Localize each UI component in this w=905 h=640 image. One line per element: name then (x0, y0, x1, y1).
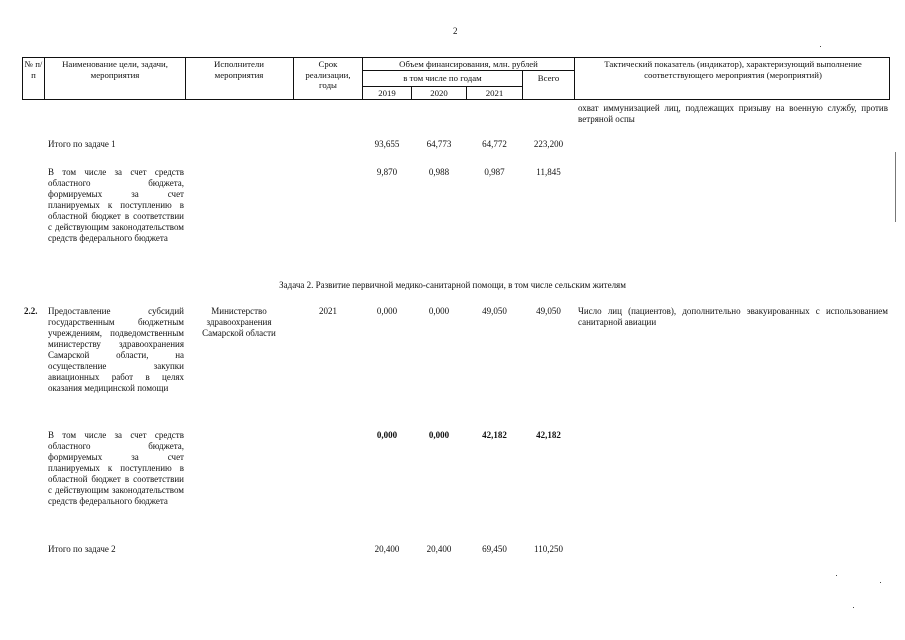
value-2021: 0,987 (484, 167, 505, 177)
value-total: 11,845 (536, 167, 561, 177)
task-2-title: Задача 2. Развитие первичной медико-санитарной помощи, в том числе сельским жителям (279, 280, 626, 290)
header-num: № п/п (24, 59, 43, 80)
value-2020: 64,773 (426, 139, 452, 149)
value-2020: 0,000 (428, 306, 450, 316)
value-2021: 69,450 (482, 544, 507, 554)
header-executor: Исполнители мероприятия (214, 59, 264, 80)
header-year-2020: 2020 (430, 88, 448, 98)
value-2019: 9,870 (376, 167, 398, 177)
value-total: 110,250 (534, 544, 563, 554)
row-label: В том числе за счет средств областного бюджета, формируемых за счет планируемых к поступлению в областной бюджет в соответствии с действующим законодательством средств федерального бюджета (48, 430, 184, 506)
value-total: 223,200 (533, 139, 564, 149)
value-2021: 42,182 (482, 430, 507, 440)
page-number: 2 (453, 26, 458, 36)
value-2021: 49,050 (482, 306, 507, 316)
header-financing: Объем финансирования, млн. рублей (399, 59, 538, 69)
indicator-continuation: охват иммунизацией лиц, подлежащих призыву на военную службу, против ветряной оспы (578, 103, 888, 124)
row-label: Итого по задаче 1 (48, 139, 116, 149)
value-2020: 20,400 (426, 544, 452, 554)
header-term: Срок реализации, годы (305, 59, 351, 90)
indicator: Число лиц (пациентов), дополнительно эвакуированных с использованием санитарной авиации (578, 306, 888, 327)
value-2019: 0,000 (376, 430, 398, 440)
header-total: Всего (537, 73, 560, 83)
value-total: 49,050 (536, 306, 561, 316)
value-2019: 93,655 (374, 139, 400, 149)
value-2019: 20,400 (374, 544, 400, 554)
value-2020: 0,988 (428, 167, 450, 177)
header-year-2021: 2021 (485, 88, 504, 98)
row-label: Итого по задаче 2 (48, 544, 116, 554)
header-by-year: в том числе по годам (403, 73, 482, 83)
row-label: Предоставление субсидий государственным бюджетным учреждениям, подведомственным министерству здравоохранения Самарской области, на осуществление закупки авиационных работ в целях оказания медицинской помощи (48, 306, 184, 393)
term: 2021 (319, 306, 337, 316)
item-number: 2.2. (24, 306, 38, 316)
executor: Министерство здравоохранения Самарской области (202, 306, 276, 338)
value-total: 42,182 (536, 430, 561, 440)
row-label: В том числе за счет средств областного бюджета, формируемых за счет планируемых к поступлению в областной бюджет в соответствии с действующим законодательством средств федерального бюджета (48, 167, 184, 243)
value-2020: 0,000 (428, 430, 450, 440)
header-year-2019: 2019 (378, 88, 396, 98)
value-2021: 64,772 (482, 139, 507, 149)
value-2019: 0,000 (376, 306, 398, 316)
header-name: Наименование цели, задачи, мероприятия (62, 59, 168, 80)
header-indicator: Тактический показатель (индикатор), характеризующий выполнение соответствующего мероприятия (мероприятий) (604, 59, 862, 80)
